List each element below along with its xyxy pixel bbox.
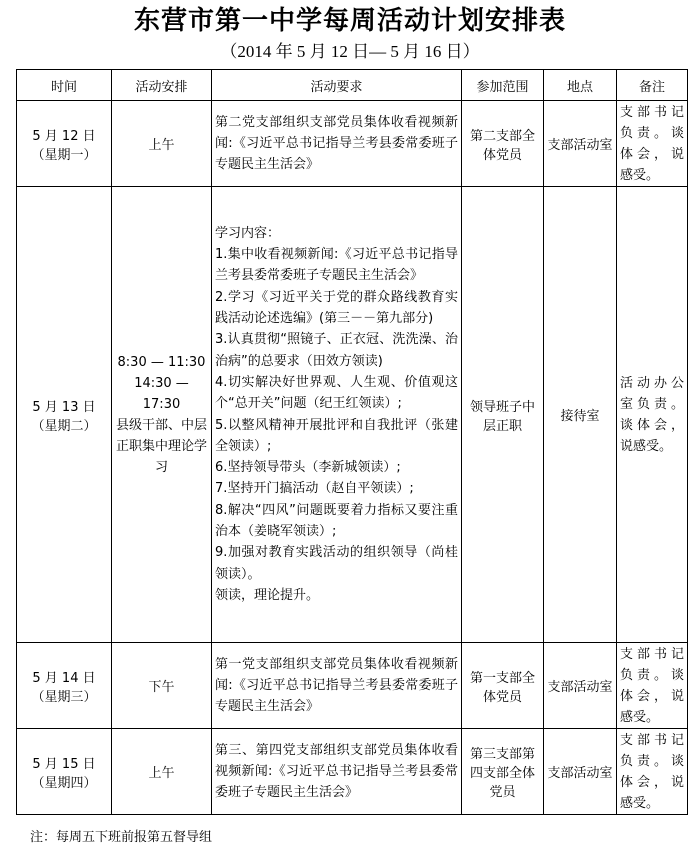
header-location: 地点 [544,70,617,101]
scope-cell: 第一支部全体党员 [462,643,544,729]
time-slot-afternoon: 14:30 — 17:30 [134,375,189,412]
remarks-cell: 活动办公室负责。谈体会，说感受。 [617,187,688,643]
time-slot-morning: 8:30 — 11:30 [117,354,206,370]
table-row [17,187,688,643]
remarks-cell: 支部书记负责。谈体会，说感受。 [617,101,688,187]
schedule-table [16,69,688,815]
location-cell: 支部活动室 [544,729,617,815]
location-cell: 支部活动室 [544,643,617,729]
activity-cell: 上午 [112,729,212,815]
weekday-text: （星期一） [31,147,97,163]
activity-cell: 下午 [112,643,212,729]
activity-cell [112,187,212,643]
weekday-text: （星期三） [31,689,97,705]
footnote: 注：每周五下班前报第五督导组 [30,830,213,845]
header-row [17,70,688,101]
header-time: 时间 [17,70,112,101]
req-line: 3.认真贯彻“照镜子、正衣冠、洗洗澡、治治病”的总要求（田效方领读) [215,332,458,369]
date-text: 5 月 13 日 [32,399,96,415]
scope-cell: 第二支部全体党员 [462,101,544,187]
table-row [17,101,688,187]
weekday-text: （星期四） [31,775,97,791]
date-text: 5 月 14 日 [32,670,96,686]
req-line: 学习内容： [215,225,281,241]
weekday-text: （星期二） [31,418,97,434]
requirement-cell: 第一党支部组织支部党员集体收看视频新闻:《习近平总书记指导兰考县委常委班子专题民主生活会》 [212,643,462,729]
date-cell [17,643,112,729]
date-text: 5 月 12 日 [32,128,96,144]
location-cell: 接待室 [544,187,617,643]
req-line: 4.切实解决好世界观、人生观、价值观这个“总开关”问题（纪王红领读）; [215,374,458,412]
activity-text: 县级干部、中层正职集中理论学习 [115,417,207,475]
table-row [17,729,688,815]
date-cell [17,187,112,643]
header-remarks: 备注 [617,70,688,101]
date-range-subtitle: （2014 年 5 月 12 日— 5 月 16 日） [220,42,480,61]
scope-cell: 第三支部第四支部全体党员 [462,729,544,815]
date-text: 5 月 15 日 [32,756,96,772]
req-line: 2.学习《习近平关于党的群众路线教育实践活动论述选编》(第三－－第九部分) [215,289,458,327]
remarks-cell: 支部书记负责。谈体会，说感受。 [617,643,688,729]
date-cell [17,729,112,815]
req-line: 5.以整风精神开展批评和自我批评（张建全领读）; [215,417,458,454]
table-row [17,643,688,729]
req-line: 7.坚持开门搞活动（赵自平领读）; [215,481,414,497]
page-title: 东营市第一中学每周活动计划安排表 [133,6,566,36]
header-activity: 活动安排 [112,70,212,101]
requirement-cell: 第三、第四党支部组织支部党员集体收看视频新闻:《习近平总书记指导兰考县委常委班子专题民主生活会》 [212,729,462,815]
location-cell: 支部活动室 [544,101,617,187]
date-cell [17,101,112,187]
requirement-cell [212,187,462,643]
activity-cell: 上午 [112,101,212,187]
req-line: 领读，理论提升。 [215,587,320,603]
scope-cell: 领导班子中层正职 [462,187,544,643]
req-line: 9.加强对教育实践活动的组织领导（尚桂领读）。 [215,545,458,582]
header-scope: 参加范围 [462,70,544,101]
requirement-cell: 第二党支部组织支部党员集体收看视频新闻:《习近平总书记指导兰考县委常委班子专题民主生活会》 [212,101,462,187]
req-line: 6.坚持领导带头（李新城领读）; [215,460,401,476]
header-requirement: 活动要求 [212,70,462,101]
req-line: 8.解决“四风”问题既要着力指标又要注重治本（姜晓军领读）; [215,502,458,539]
req-line: 1.集中收看视频新闻:《习近平总书记指导兰考县委常委班子专题民主生活会》 [215,247,458,284]
remarks-cell: 支部书记负责。谈体会，说感受。 [617,729,688,815]
